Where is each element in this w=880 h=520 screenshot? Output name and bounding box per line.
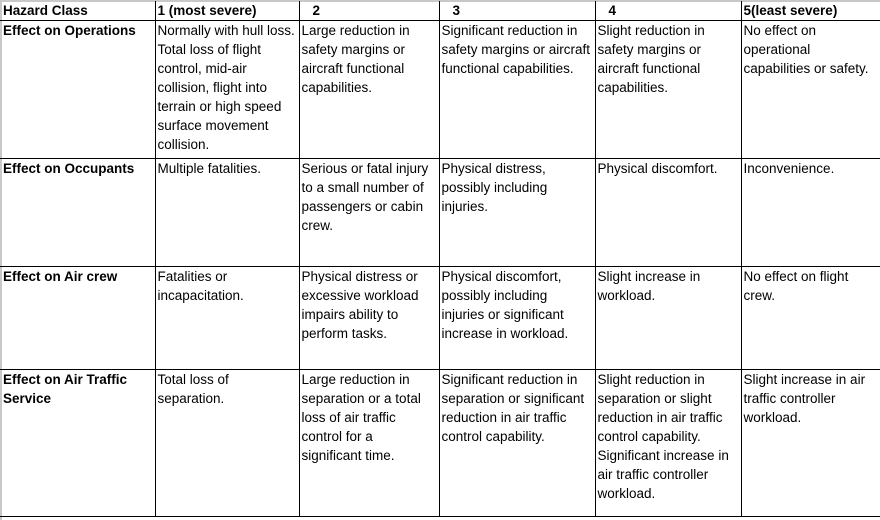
- table-cell: No effect on flight crew.: [741, 267, 880, 370]
- header-class-1: 1 (most severe): [155, 1, 299, 21]
- table-cell: Inconvenience.: [741, 159, 880, 267]
- table-cell: Slight reduction in safety margins or aircraft functional capabilities.: [595, 21, 741, 159]
- table-row-air-crew: [0, 267, 880, 370]
- table-cell: Large reduction in separation or a total loss of air traffic control for a significant time.: [299, 370, 439, 517]
- row-label-air-crew: Effect on Air crew: [0, 267, 155, 370]
- row-label-air-traffic-service: Effect on Air Traffic Service: [0, 370, 155, 517]
- table-cell: Fatalities or incapacitation.: [155, 267, 299, 370]
- table-cell: Slight increase in air traffic controller workload.: [741, 370, 880, 517]
- table-cell: Normally with hull loss. Total loss of flight control, mid-air collision, flight into terrain or high speed surface movement collision.: [155, 21, 299, 159]
- table-cell: Slight increase in workload.: [595, 267, 741, 370]
- table-cell: Multiple fatalities.: [155, 159, 299, 267]
- table-cell: Significant reduction in separation or significant reduction in air traffic control capability.: [439, 370, 595, 517]
- hazard-class-table: [0, 1, 880, 517]
- table-header-row: [0, 1, 880, 21]
- table-cell: Physical discomfort.: [595, 159, 741, 267]
- table-cell: Slight reduction in separation or slight reduction in air traffic control capability. Significant increase in air traffic controller workload.: [595, 370, 741, 517]
- table-cell: Significant reduction in safety margins or aircraft functional capabilities.: [439, 21, 595, 159]
- header-class-3: 3: [439, 1, 595, 21]
- table-cell: No effect on operational capabilities or safety.: [741, 21, 880, 159]
- table-cell: Total loss of separation.: [155, 370, 299, 517]
- table-cell: Serious or fatal injury to a small number of passengers or cabin crew.: [299, 159, 439, 267]
- header-class-4: 4: [595, 1, 741, 21]
- header-class-5: 5(least severe): [741, 1, 880, 21]
- table-row-occupants: [0, 159, 880, 267]
- table-cell: Large reduction in safety margins or aircraft functional capabilities.: [299, 21, 439, 159]
- table-cell: Physical distress, possibly including injuries.: [439, 159, 595, 267]
- row-label-occupants: Effect on Occupants: [0, 159, 155, 267]
- table-row-operations: [0, 21, 880, 159]
- table-cell: Physical distress or excessive workload impairs ability to perform tasks.: [299, 267, 439, 370]
- header-class-2: 2: [299, 1, 439, 21]
- table-row-air-traffic-service: [0, 370, 880, 517]
- table-cell: Physical discomfort, possibly including injuries or significant increase in workload.: [439, 267, 595, 370]
- row-label-operations: Effect on Operations: [0, 21, 155, 159]
- header-hazard-class: Hazard Class: [0, 1, 155, 21]
